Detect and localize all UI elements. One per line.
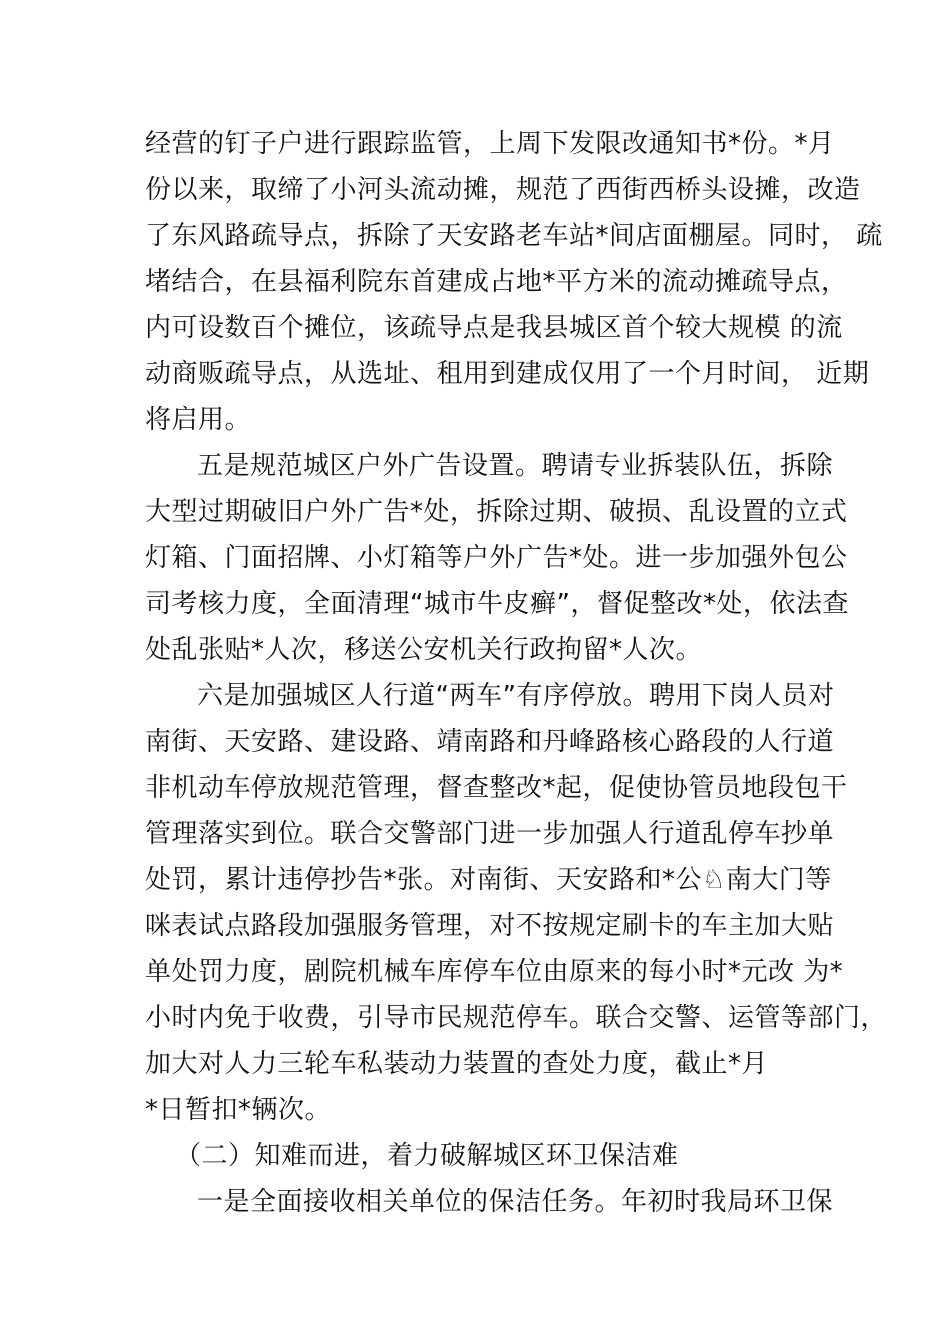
paragraph-line: *日暂扣*辆次。 (145, 1095, 332, 1125)
paragraph-line: 堵结合，在县福利院东首建成占地*平方米的流动摊疏导点， (145, 267, 848, 297)
paragraph-line: 内可设数百个摊位，该疏导点是我县城区首个较大规模 的流 (145, 313, 843, 343)
paragraph-line: 将启用。 (145, 405, 252, 435)
paragraph-line: 处乱张贴*人次，移送公安机关行政拘留*人次。 (145, 635, 703, 665)
paragraph-line: 份以来，取缔了小河头流动摊，规范了西街西桥头设摊，改造 (145, 175, 861, 205)
paragraph-line: 加大对人力三轮车私装动力装置的查处力度，截止*月 (145, 1049, 769, 1079)
paragraph-line: 管理落实到位。联合交警部门进一步加强人行道乱停车抄单 (145, 819, 835, 849)
paragraph-line: 一是全面接收相关单位的保洁任务。年初时我局环卫保 (197, 1187, 834, 1217)
paragraph-line: 六是加强城区人行道“两车”有序停放。聘用下岗人员对 (197, 681, 835, 711)
paragraph-line: 经营的钉子户进行跟踪监管，上周下发限改通知书*份。*月 (145, 129, 835, 159)
paragraph-line: 五是规范城区户外广告设置。聘请专业拆装队伍，拆除 (197, 451, 834, 481)
section-heading: （二）知难而进，着力破解城区环卫保洁难 (175, 1141, 679, 1171)
paragraph-line: 非机动车停放规范管理，督查整改*起，促使协管员地段包干 (145, 773, 848, 803)
paragraph-line: 处罚，累计违停抄告*张。对南街、天安路和*公♘南大门等 (145, 865, 832, 895)
paragraph-line: 大型过期破旧户外广告*处，拆除过期、破损、乱设置的立式 (145, 497, 848, 527)
paragraph-line: 小时内免于收费，引导市民规范停车。联合交警、运管等部门， (145, 1003, 888, 1033)
paragraph-line: 南街、天安路、建设路、靖南路和丹峰路核心路段的人行道 (145, 727, 835, 757)
paragraph-line: 司考核力度，全面清理“城市牛皮癣”，督促整改*处，依法查 (145, 589, 849, 619)
paragraph-line: 灯箱、门面招牌、小灯箱等户外广告*处。进一步加强外包公 (145, 543, 848, 573)
paragraph-line: 单处罚力度，剧院机械车库停车位由原来的每小时*元改 为* (145, 957, 844, 987)
paragraph-line: 咪表试点路段加强服务管理，对不按规定刷卡的车主加大贴 (145, 911, 835, 941)
paragraph-line: 了东风路疏导点，拆除了天安路老车站*间店面棚屋。同时， 疏 (145, 221, 883, 251)
paragraph-line: 动商贩疏导点，从选址、租用到建成仅用了一个月时间， 近期 (145, 359, 870, 389)
